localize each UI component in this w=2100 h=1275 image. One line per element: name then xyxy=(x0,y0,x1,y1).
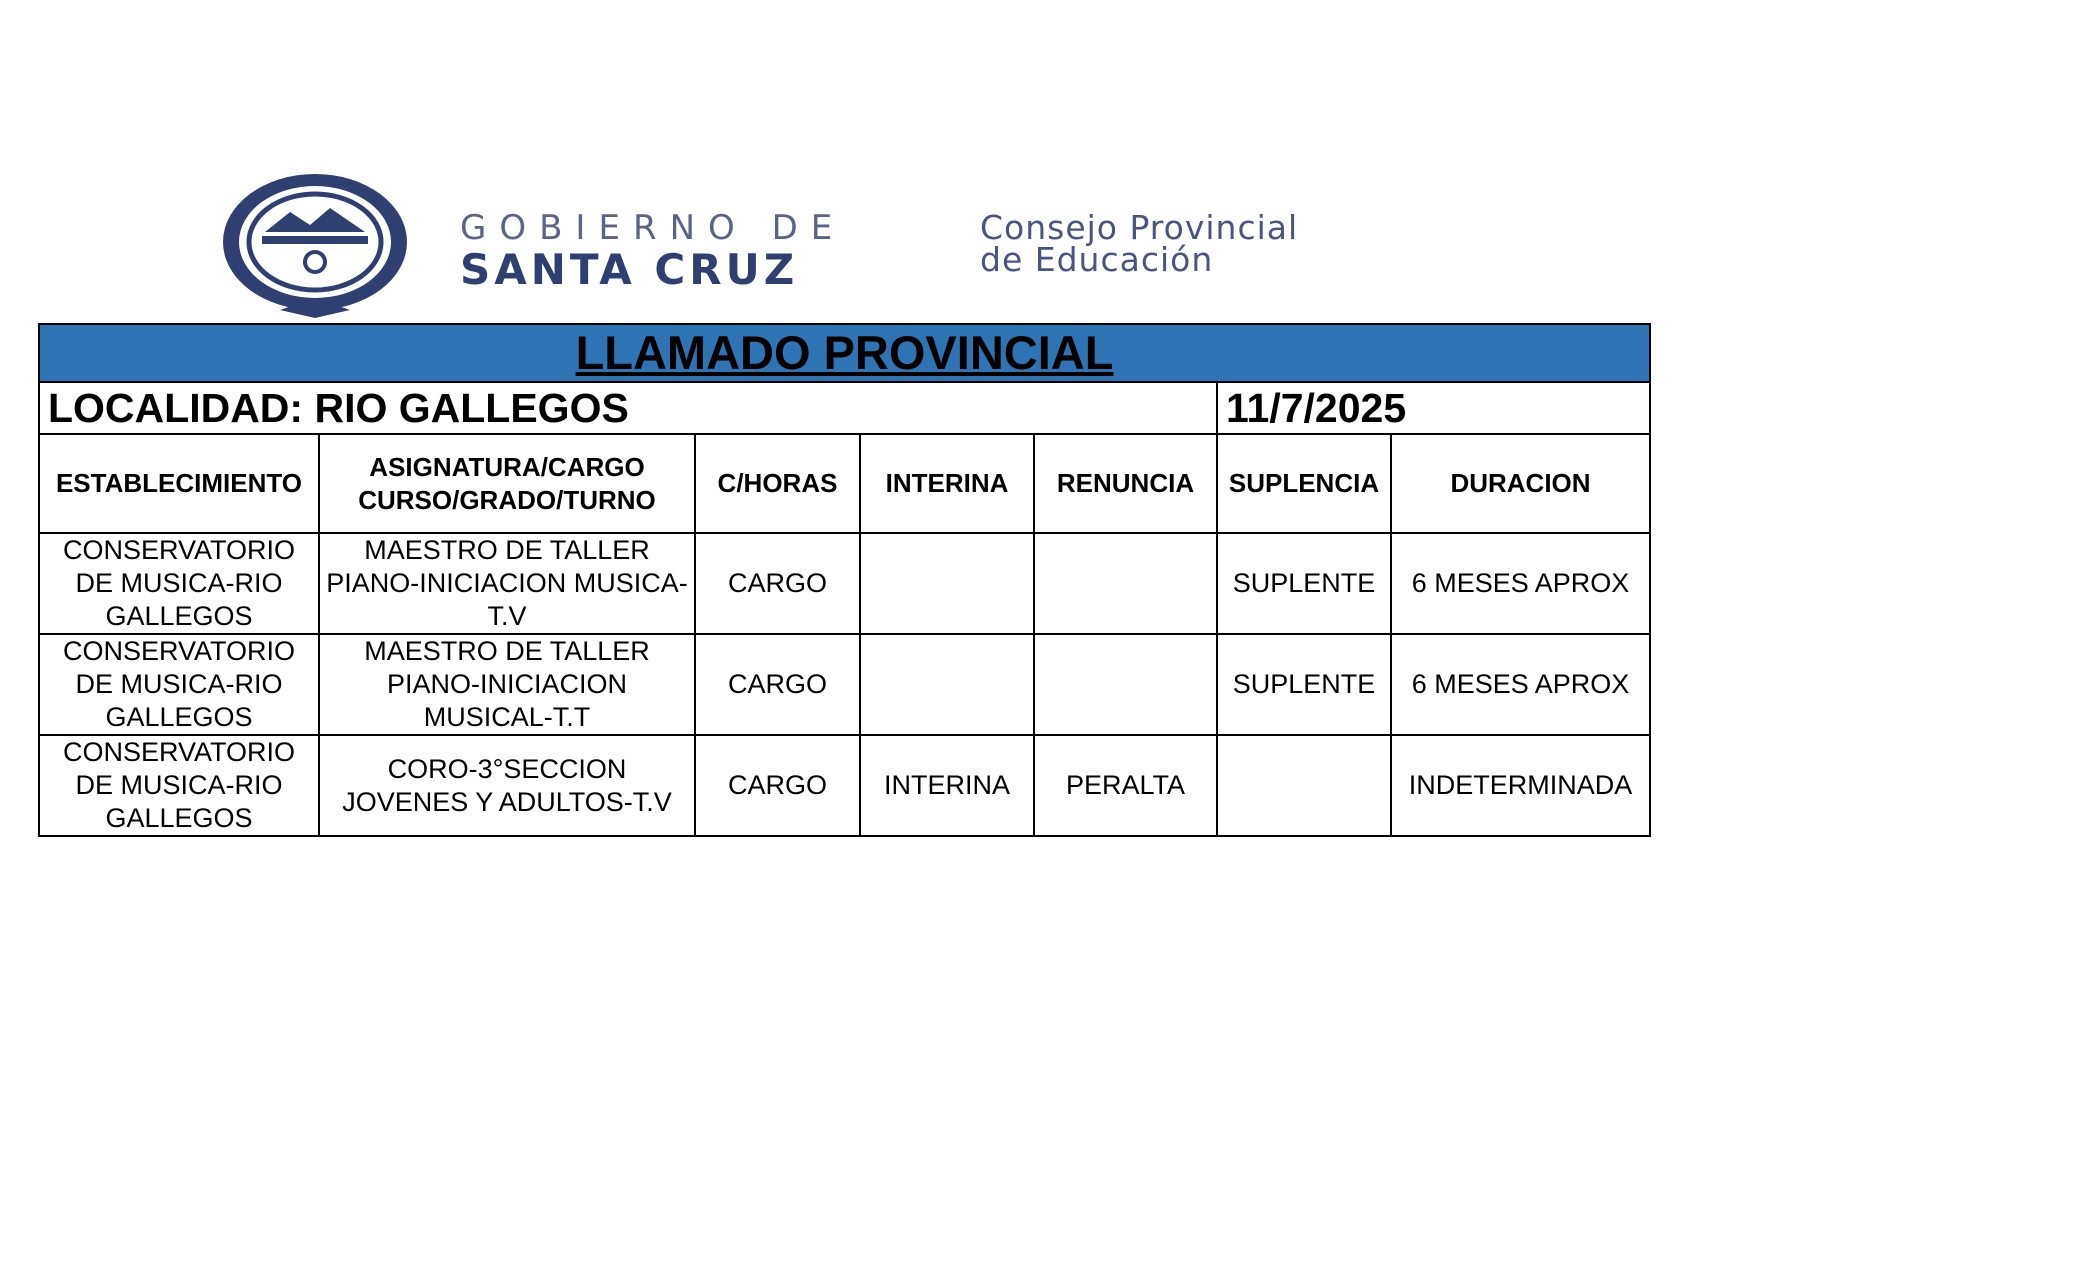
column-header: RENUNCIA xyxy=(1034,434,1217,533)
cell-duracion: 6 MESES APROX xyxy=(1391,634,1650,735)
letterhead xyxy=(220,170,1400,320)
column-header: ESTABLECIMIENTO xyxy=(39,434,319,533)
cell-suplencia: SUPLENTE xyxy=(1217,533,1391,634)
cell-suplencia: SUPLENTE xyxy=(1217,634,1391,735)
table-row xyxy=(39,634,1650,735)
cell-horas: CARGO xyxy=(695,634,860,735)
cell-horas: CARGO xyxy=(695,533,860,634)
document-title: LLAMADO PROVINCIAL xyxy=(39,324,1650,382)
government-wordmark xyxy=(460,208,845,292)
cell-renuncia xyxy=(1034,634,1217,735)
column-header xyxy=(319,434,695,533)
column-header: DURACION xyxy=(1391,434,1650,533)
council-wordmark xyxy=(980,208,1299,279)
cell-suplencia xyxy=(1217,735,1391,836)
cell-interina: INTERINA xyxy=(860,735,1034,836)
cell-duracion: INDETERMINADA xyxy=(1391,735,1650,836)
document-date: 11/7/2025 xyxy=(1217,382,1650,434)
column-header: SUPLENCIA xyxy=(1217,434,1391,533)
government-line2: SANTA CRUZ xyxy=(460,245,799,294)
council-line1: Consejo Provincial xyxy=(980,208,1299,247)
cell-asignatura: MAESTRO DE TALLER PIANO-INICIACION MUSICAL-T.T xyxy=(319,634,695,735)
cell-horas: CARGO xyxy=(695,735,860,836)
provincial-seal-icon xyxy=(220,170,410,320)
column-header-line: ASIGNATURA/CARGO CURSO/GRADO/TURNO xyxy=(358,451,656,515)
cell-asignatura: MAESTRO DE TALLER PIANO-INICIACION MUSICA-T.V xyxy=(319,533,695,634)
cell-renuncia xyxy=(1034,533,1217,634)
column-header: INTERINA xyxy=(860,434,1034,533)
table-header-row xyxy=(39,434,1650,533)
cell-duracion: 6 MESES APROX xyxy=(1391,533,1650,634)
cell-establecimiento: CONSERVATORIO DE MUSICA-RIO GALLEGOS xyxy=(39,735,319,836)
table-row xyxy=(39,533,1650,634)
cell-asignatura: CORO-3°SECCION JOVENES Y ADULTOS-T.V xyxy=(319,735,695,836)
council-line2: de Educación xyxy=(980,240,1214,279)
cell-establecimiento: CONSERVATORIO DE MUSICA-RIO GALLEGOS xyxy=(39,634,319,735)
column-header: C/HORAS xyxy=(695,434,860,533)
llamado-table xyxy=(38,323,1651,837)
cell-establecimiento: CONSERVATORIO DE MUSICA-RIO GALLEGOS xyxy=(39,533,319,634)
table-row xyxy=(39,735,1650,836)
cell-interina xyxy=(860,533,1034,634)
locality-label: LOCALIDAD: RIO GALLEGOS xyxy=(39,382,1217,434)
cell-interina xyxy=(860,634,1034,735)
government-line1: GOBIERNO DE xyxy=(460,208,846,248)
cell-renuncia: PERALTA xyxy=(1034,735,1217,836)
